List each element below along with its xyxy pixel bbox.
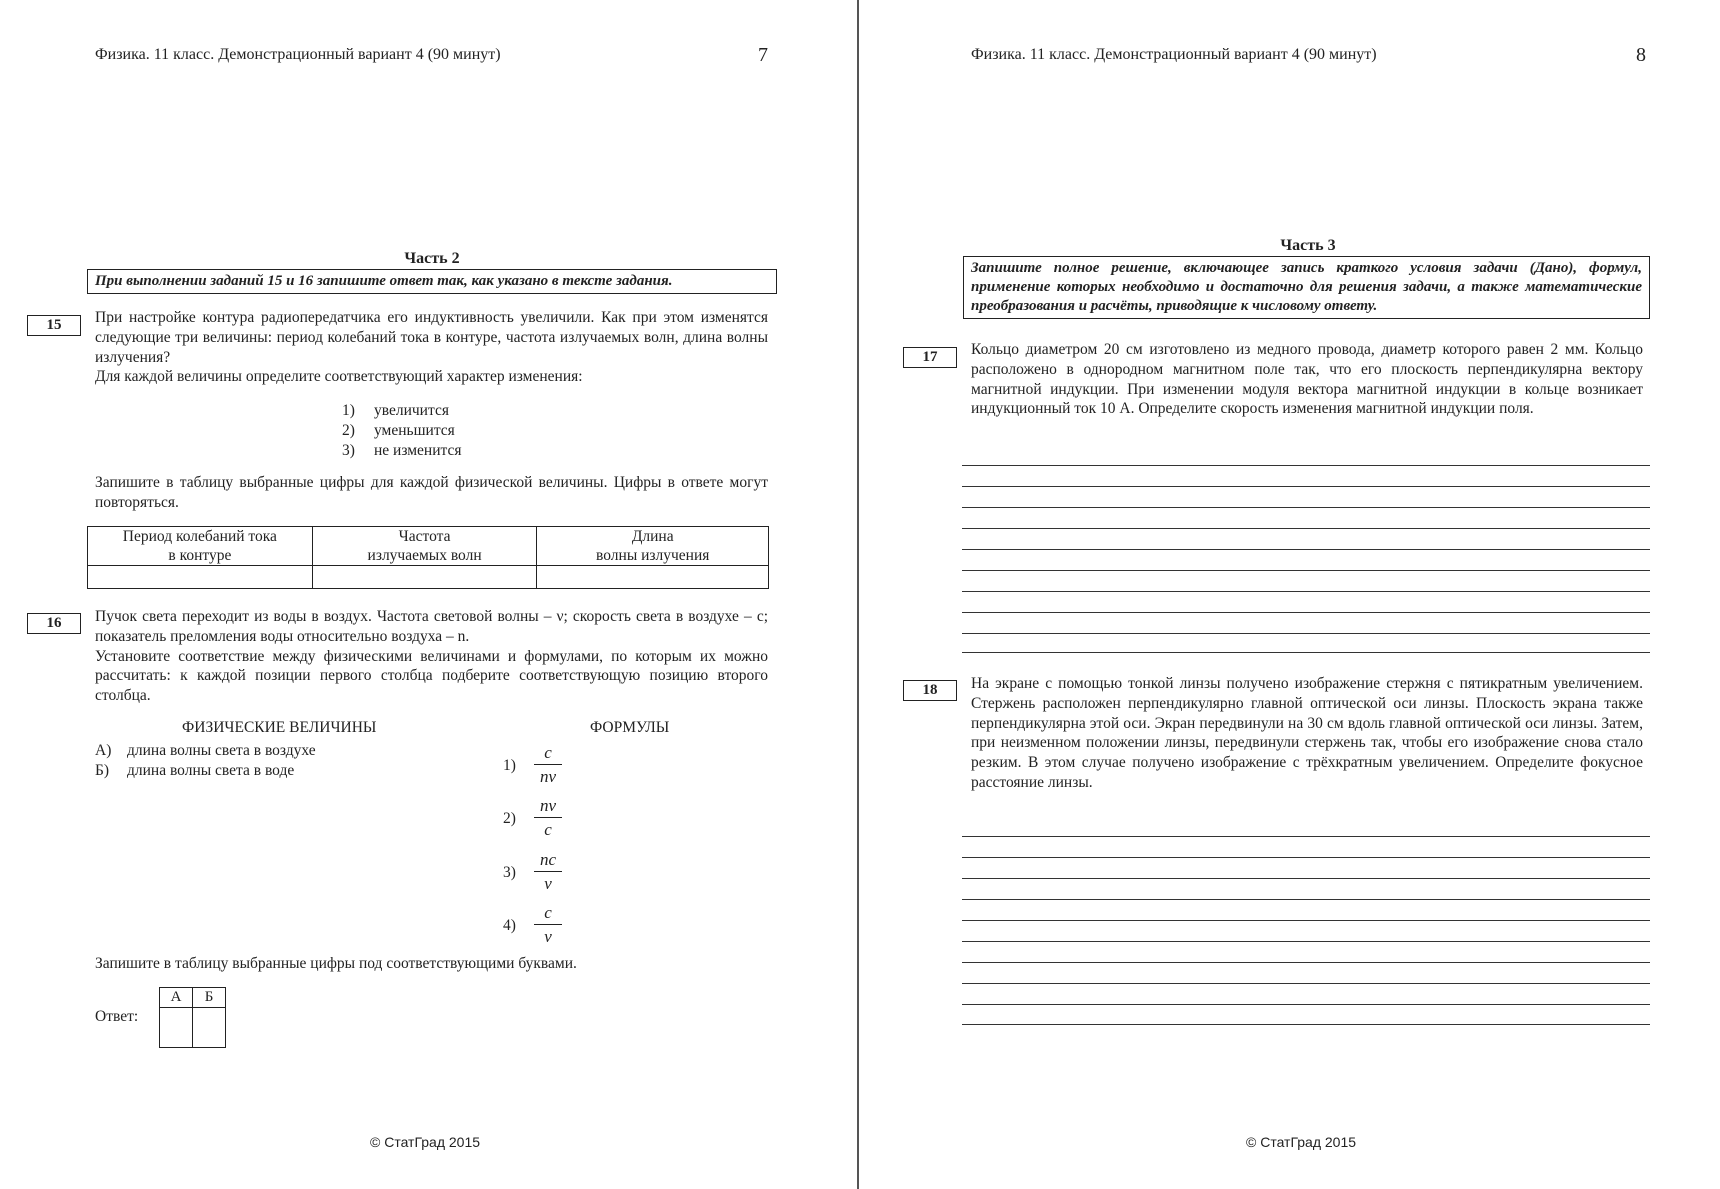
quantity-b: Б) длина волны света в воде — [95, 762, 295, 779]
page-footer: © СтатГрад 2015 — [370, 1134, 481, 1150]
task-number-15: 15 — [27, 315, 81, 336]
formula-2-denominator: c — [544, 820, 552, 839]
task16-instruction: Запишите в таблицу выбранные цифры под соответствующими буквами. — [95, 955, 577, 972]
left-page — [0, 0, 858, 1189]
formula-4-numerator: c — [534, 902, 562, 925]
page-footer: © СтатГрад 2015 — [1246, 1134, 1357, 1150]
table-header-wavelength: Длина волны излучения — [537, 527, 769, 566]
answer-cell-a[interactable] — [160, 1008, 193, 1048]
answer-cell-2[interactable] — [312, 566, 537, 589]
answer-cell-3[interactable] — [537, 566, 769, 589]
formula-1 — [534, 742, 562, 787]
page-number: 7 — [758, 44, 768, 66]
formula-4-denominator: ν — [544, 927, 552, 946]
task15-paragraph-2: Для каждой величины определите соответствующий характер изменения: — [95, 368, 583, 386]
formula-3-number: 3) — [503, 864, 516, 881]
formula-2-number: 2) — [503, 810, 516, 827]
formula-2 — [534, 795, 562, 840]
answer-header-a: А — [160, 988, 193, 1008]
task15-options — [342, 401, 462, 461]
task15-answer-table — [87, 526, 769, 589]
page-divider — [857, 0, 859, 1189]
task15-paragraph-1: При настройке контура радиопередатчика его индуктивность увеличили. Как при этом изменятся следующие три величины: период колебаний тока в контуре, частота излучаемых волн, длина волны излучения? — [95, 309, 768, 366]
page-header: Физика. 11 класс. Демонстрационный вариант 4 (90 минут) — [95, 46, 501, 63]
formula-1-denominator: nν — [539, 767, 557, 786]
formula-1-number: 1) — [503, 757, 516, 774]
page-number: 8 — [1636, 44, 1646, 66]
option-1: 1) увеличится — [342, 402, 449, 419]
task17-text: Кольцо диаметром 20 см изготовлено из медного провода, диаметр которого равен 2 мм. Кольцо расположено в однородном магнитном поле так, что его плоскость перпендикулярна вектору магнитной индукции. При изменении модуля вектора магнитной индукции в кольце возникает индукционный ток 10 А. Определите скорость изменения магнитной индукции поля. — [971, 341, 1643, 418]
task16-quantities — [95, 741, 316, 781]
answer-cell-1[interactable] — [88, 566, 313, 589]
part-instruction: Запишите полное решение, включающее запись краткого условия задачи (Дано), формул, применение которых необходимо и достаточно для решения задачи, а также математические преобразования и расчёты, приводящие к числовому ответу. — [963, 256, 1650, 319]
task16-text — [95, 607, 768, 706]
answer-cell-b[interactable] — [193, 1008, 226, 1048]
formula-3 — [534, 849, 562, 894]
part-instruction: При выполнении заданий 15 и 16 запишите ответ так, как указано в тексте задания. — [87, 269, 777, 294]
formula-3-denominator: ν — [544, 874, 552, 893]
task16-answer-table — [159, 987, 226, 1048]
formula-4-number: 4) — [503, 917, 516, 934]
part-title: Часть 3 — [1280, 237, 1336, 254]
task15-text — [95, 308, 768, 387]
task-number-16: 16 — [27, 613, 81, 634]
task-number-17: 17 — [903, 347, 957, 368]
task-number-18: 18 — [903, 680, 957, 701]
column-heading-quantities: ФИЗИЧЕСКИЕ ВЕЛИЧИНЫ — [182, 719, 377, 736]
task15-instruction: Запишите в таблицу выбранные цифры для каждой физической величины. Цифры в ответе могут повторяться. — [95, 474, 768, 511]
answer-label: Ответ: — [95, 1008, 139, 1025]
table-header-frequency: Частота излучаемых волн — [312, 527, 537, 566]
quantity-a: А) длина волны света в воздухе — [95, 742, 316, 759]
answer-header-b: Б — [193, 988, 226, 1008]
task16-paragraph-1: Пучок света переходит из воды в воздух. Частота световой волны – ν; скорость света в воздухе – c; показатель преломления воды относительно воздуха – n. — [95, 608, 768, 645]
task18-text: На экране с помощью тонкой линзы получено изображение стержня с пятикратным увеличением. Стержень расположен перпендикулярно главной оптической оси линзы. Плоскость экрана также перпендикулярна этой оси. Экран передвинули на 30 см вдоль главной оптической оси линзы. Затем, при неизменном положении линзы, передвинули стержень так, чтобы его изображение снова стало резким. В этом случае получено изображение с трёхкратным увеличением. Определите фокусное расстояние линзы. — [971, 675, 1643, 791]
option-3: 3) не изменится — [342, 442, 462, 459]
column-heading-formulas: ФОРМУЛЫ — [590, 719, 670, 736]
formula-1-numerator: c — [534, 742, 562, 765]
page-header: Физика. 11 класс. Демонстрационный вариант 4 (90 минут) — [971, 46, 1377, 63]
right-page — [860, 0, 1720, 1189]
formula-3-numerator: nc — [534, 849, 562, 872]
part-title: Часть 2 — [404, 250, 460, 267]
table-header-period: Период колебаний тока в контуре — [88, 527, 313, 566]
option-2: 2) уменьшится — [342, 422, 455, 439]
formula-2-numerator: nν — [534, 795, 562, 818]
formula-4 — [534, 902, 562, 947]
task16-paragraph-2: Установите соответствие между физическими величинами и формулами, по которым их можно рассчитать: к каждой позиции первого столбца подберите соответствующую позицию второго столбца. — [95, 647, 768, 705]
